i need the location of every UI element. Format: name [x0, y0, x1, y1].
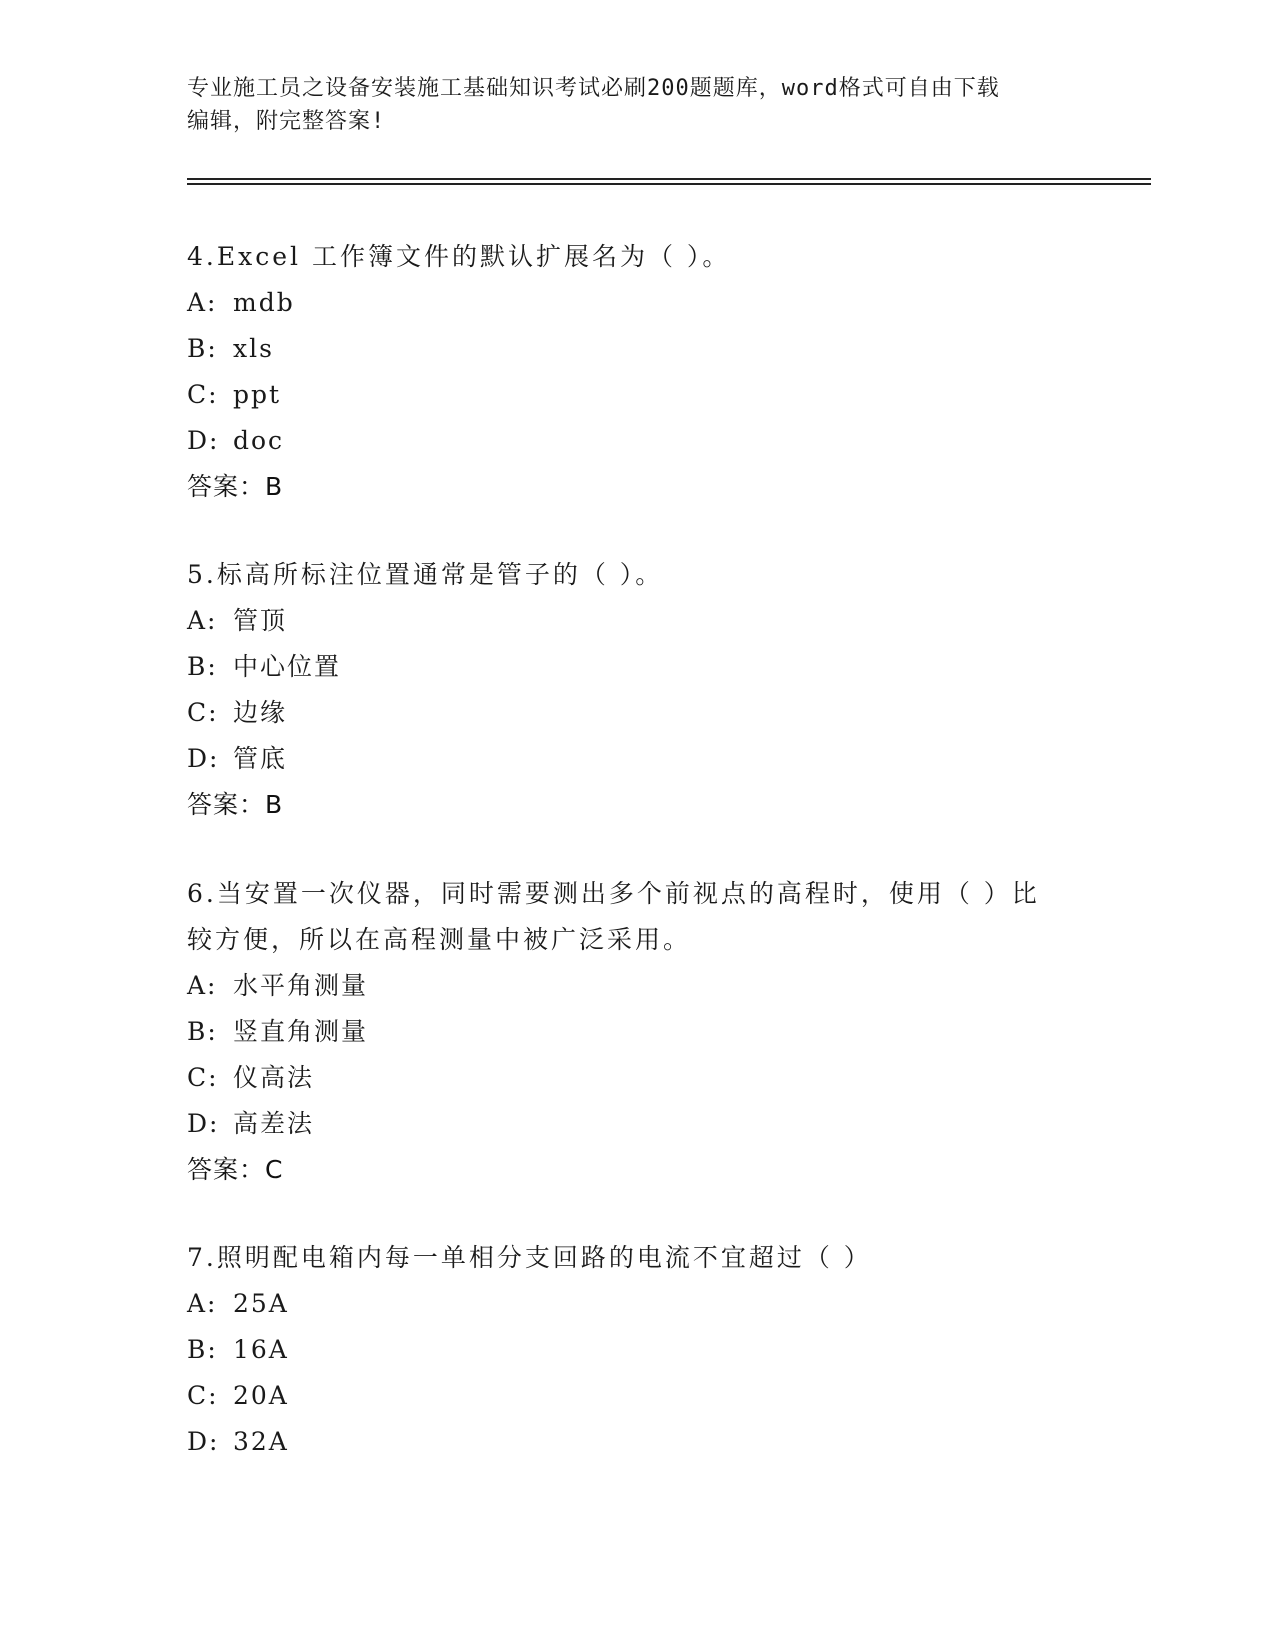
option-text: ppt — [233, 380, 282, 409]
option-text: 中心位置 — [233, 652, 342, 681]
option-label: B: — [187, 334, 218, 363]
option-text: doc — [233, 426, 285, 455]
option-text: 16A — [233, 1335, 289, 1364]
header-title-line-1: 专业施工员之设备安装施工基础知识考试必刷200题题库，word格式可自由下载 — [187, 76, 1000, 101]
option-text: 25A — [233, 1289, 289, 1318]
option-text: 32A — [233, 1427, 289, 1456]
option-label: C: — [187, 1381, 219, 1410]
option-d — [187, 418, 1087, 464]
option-label: B: — [187, 1335, 218, 1364]
header-title-line-2: 编辑，附完整答案! — [187, 109, 386, 134]
option-label: A: — [187, 288, 218, 317]
question-stem-line-2: 较方便，所以在高程测量中被广泛采用。 — [187, 925, 692, 954]
option-label: A: — [187, 606, 218, 635]
option-label: D: — [187, 1427, 220, 1456]
header-divider-bottom — [187, 183, 1151, 185]
option-label: B: — [187, 652, 218, 681]
question-stem: 7.照明配电箱内每一单相分支回路的电流不宜超过（ ） — [187, 1243, 872, 1272]
option-label: A: — [187, 971, 218, 1000]
question-4 — [187, 234, 1087, 510]
option-c — [187, 1055, 1087, 1101]
option-label: C: — [187, 380, 219, 409]
question-stem-line-1: 6.当安置一次仪器，同时需要测出多个前视点的高程时，使用（ ）比 — [187, 879, 1040, 908]
answer: 答案：B — [187, 472, 284, 501]
question-5 — [187, 552, 1087, 828]
option-a — [187, 598, 1087, 644]
question-7 — [187, 1235, 1087, 1465]
option-text: 边缘 — [233, 698, 288, 727]
option-b — [187, 326, 1087, 372]
header-divider-top — [187, 178, 1151, 180]
option-text: mdb — [233, 288, 295, 317]
option-d — [187, 1101, 1087, 1147]
option-a — [187, 280, 1087, 326]
option-label: C: — [187, 698, 219, 727]
option-label: B: — [187, 1017, 218, 1046]
option-text: xls — [233, 334, 274, 363]
option-label: D: — [187, 1109, 220, 1138]
option-d — [187, 1419, 1087, 1465]
option-b — [187, 1327, 1087, 1373]
option-c — [187, 690, 1087, 736]
document-header — [187, 72, 1067, 138]
option-c — [187, 1373, 1087, 1419]
option-b — [187, 644, 1087, 690]
option-d — [187, 736, 1087, 782]
option-a — [187, 1281, 1087, 1327]
question-6 — [187, 871, 1087, 1193]
option-label: D: — [187, 744, 220, 773]
option-text: 仪高法 — [233, 1063, 315, 1092]
question-stem: 5.标高所标注位置通常是管子的（ ）。 — [187, 560, 664, 589]
option-c — [187, 372, 1087, 418]
option-label: C: — [187, 1063, 219, 1092]
option-b — [187, 1009, 1087, 1055]
option-a — [187, 963, 1087, 1009]
option-label: D: — [187, 426, 220, 455]
option-label: A: — [187, 1289, 218, 1318]
option-text: 水平角测量 — [233, 971, 369, 1000]
option-text: 管底 — [233, 744, 288, 773]
option-text: 高差法 — [233, 1109, 315, 1138]
option-text: 20A — [233, 1381, 289, 1410]
answer: 答案：B — [187, 790, 284, 819]
option-text: 管顶 — [233, 606, 288, 635]
option-text: 竖直角测量 — [233, 1017, 369, 1046]
answer: 答案：C — [187, 1155, 284, 1184]
question-stem: 4.Excel 工作簿文件的默认扩展名为（ ）。 — [187, 242, 731, 271]
